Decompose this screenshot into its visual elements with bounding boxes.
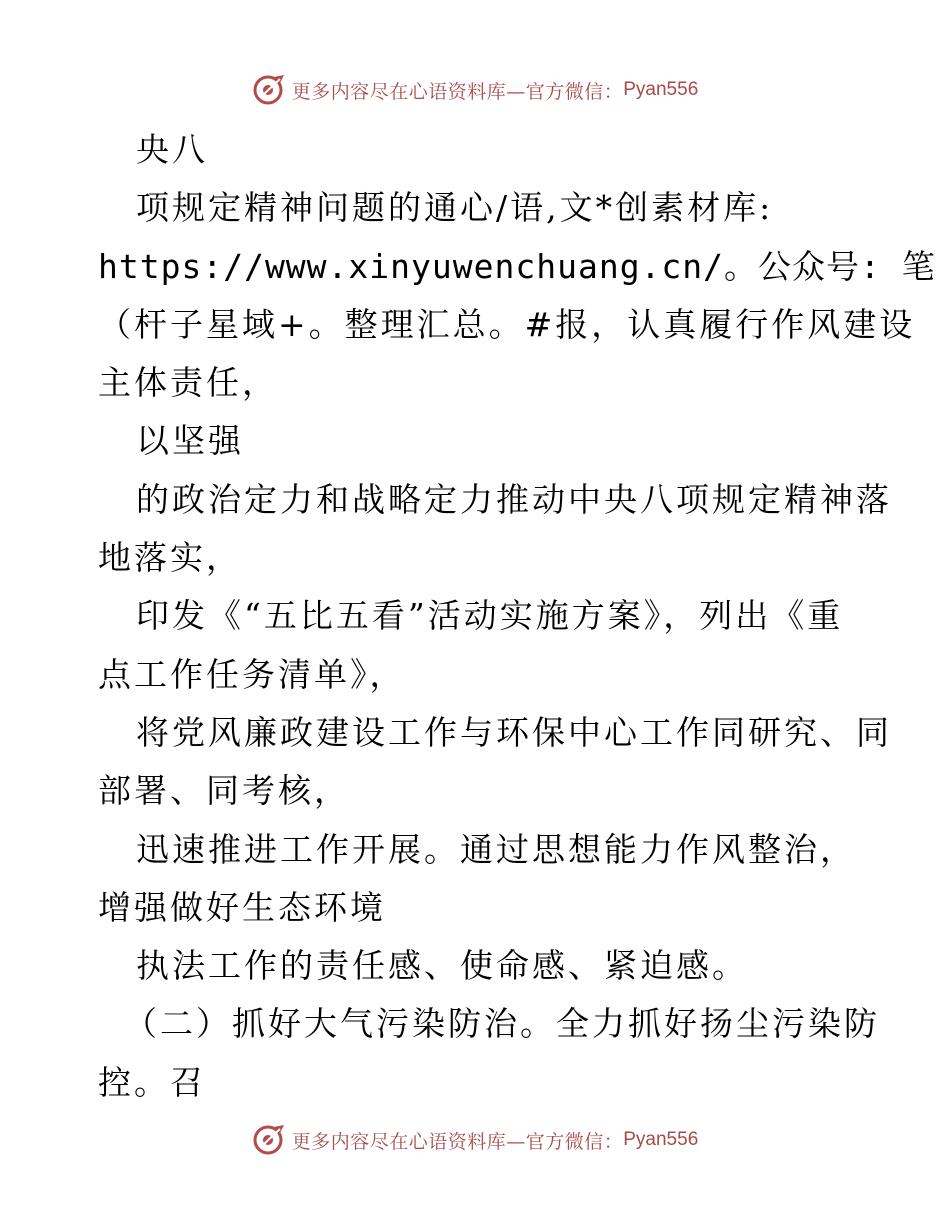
paragraph-line: 控。召: [98, 1062, 206, 1102]
paragraph-line: 部署、同考核，: [98, 771, 350, 811]
paragraph-line: 以坚强: [136, 421, 244, 461]
paragraph-line: 主体责任，: [98, 363, 278, 403]
header-watermark: [0, 70, 950, 110]
watermark-text: 更多内容尽在心语资料库—官方微信：: [291, 80, 624, 103]
paragraph-line: 项规定精神问题的通心/语,文*创素材库:: [136, 188, 774, 228]
paragraph-line: 央八: [136, 130, 208, 169]
paragraph-line: 的政治定力和战略定力推动中央八项规定精神落: [136, 479, 892, 519]
paragraph-line: 迅速推进工作开展。通过思想能力作风整治，: [136, 829, 856, 869]
footer-watermark: [0, 1120, 950, 1160]
paragraph-line: 点工作任务清单》，: [98, 654, 406, 694]
pen-logo-icon: [252, 1123, 286, 1157]
paragraph-line: https://www.xinyuwenchuang.cn/。公众号: 笔: [98, 246, 936, 286]
document-body: [98, 121, 936, 1112]
watermark-text: 更多内容尽在心语资料库—官方微信：: [291, 1130, 624, 1153]
paragraph-line: 增强做好生态环境: [98, 887, 386, 927]
paragraph-line: （杆子星域+。整理汇总。#报，认真履行作风建设: [98, 304, 916, 344]
pen-logo-icon: [252, 73, 286, 107]
paragraph-line: 将党风廉政建设工作与环保中心工作同研究、同: [136, 712, 892, 752]
paragraph-line: 执法工作的责任感、使命感、紧迫感。: [136, 946, 748, 986]
paragraph-line: 地落实，: [98, 538, 242, 578]
watermark-wechat-id: Pyan556: [623, 79, 699, 100]
paragraph-line: （二）抓好大气污染防治。全力抓好扬尘污染防: [124, 1004, 880, 1044]
paragraph-line: 印发《“五比五看”活动实施方案》，列出《重: [136, 596, 844, 636]
watermark-wechat-id: Pyan556: [623, 1129, 699, 1150]
